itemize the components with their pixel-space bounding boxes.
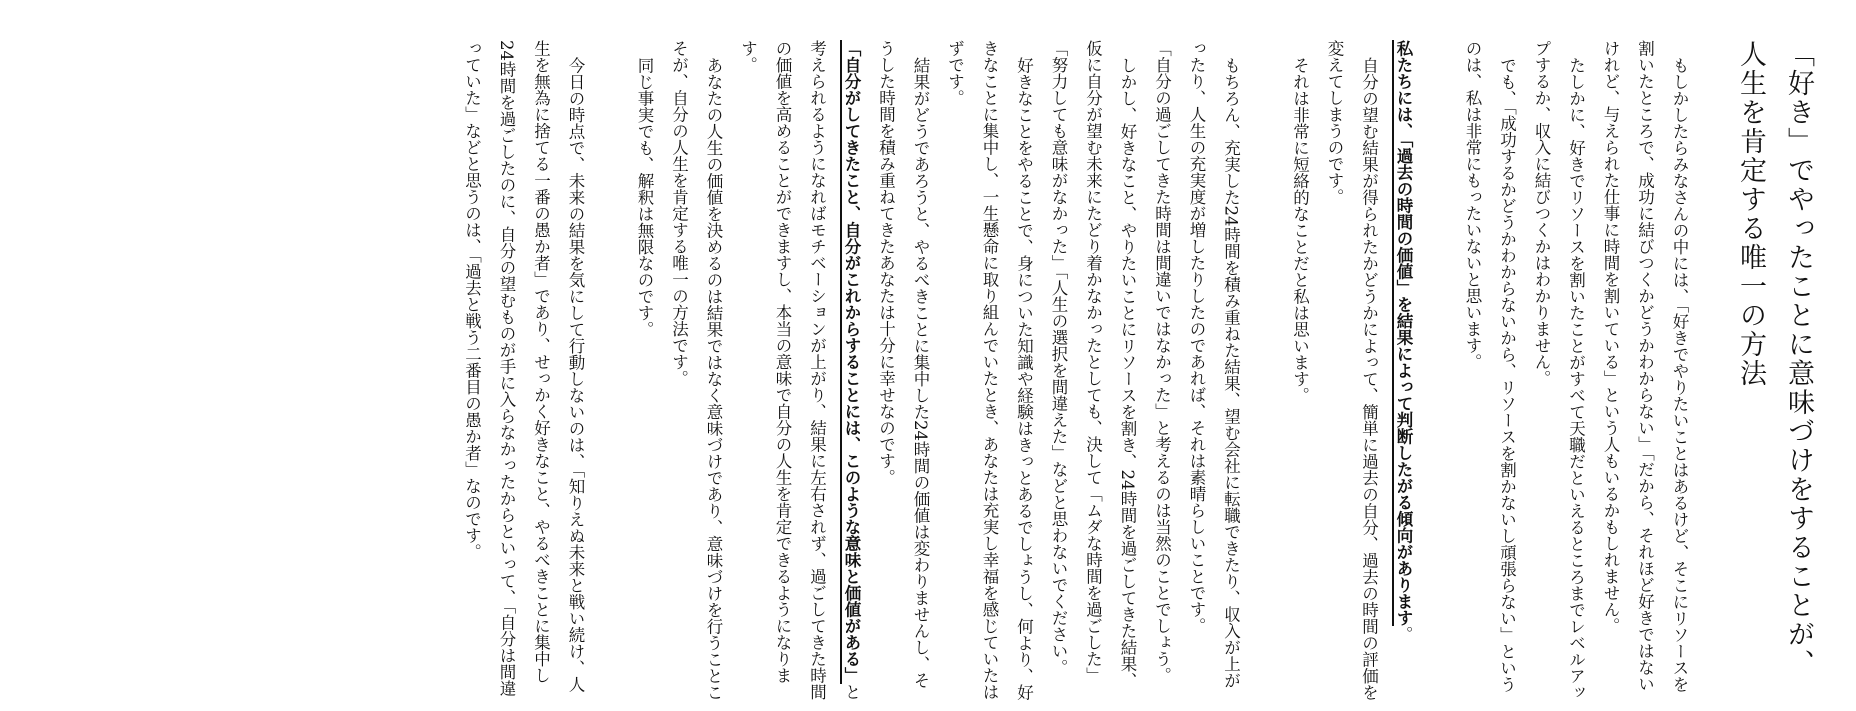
paragraph-p2	[1524, 40, 1593, 700]
paragraph-p12	[730, 40, 868, 700]
paragraph-text: それは非常に短絡的なことだと私は思います。	[1290, 56, 1310, 403]
paragraph-text: でも、「成功するかどうかわからないから、リソースを割かないし頑張らない」というのは、私は非常にもったいないと思います。	[1463, 40, 1517, 692]
paragraph-p14	[627, 40, 662, 700]
paragraph-p10	[937, 40, 1041, 700]
paragraph-p13	[661, 40, 730, 700]
highlighted-phrase: 私たちには、「過去の時間の価値」を結果によって判断したがる傾向があります	[1394, 40, 1413, 626]
paragraph-text: しかし、好きなこと、やりたいことにリソースを割き、24時間を過ごしてきた結果、仮に自分が望む未来にたどり着かなかったとしても、決して「ムダな時間を過ごした」「努力しても意味がなかった」「人生の選択を間違えた」などと思わないでください。	[1049, 40, 1137, 688]
paragraph-text: 同じ事実でも、解釈は無限なのです。	[635, 56, 654, 337]
paragraph-p3	[1455, 40, 1524, 700]
paragraph-text: 。	[1394, 625, 1413, 643]
paragraph-p1	[1593, 40, 1697, 700]
paragraph-text: 好きなことをやることで、身についた知識や経験はきっとあるでしょうし、何より、好きなことに集中し、一生懸命に取り組んでいたとき、あなたは充実し幸福を感じていたはずです。	[945, 40, 1034, 700]
paragraph-p5	[1317, 40, 1386, 700]
paragraph-text: と考えられるようになればモチベーションが上がり、結果に左右されず、過ごしてきた時間の価値を高めることができますし、本当の意味で自分の人生を肯定できるようになります。	[738, 40, 861, 700]
paragraph-text: 「自分の過ごしてきた時間は間違いではなかった」と考えるのは当然のことでしょう。	[1152, 40, 1172, 684]
paragraph-p6	[1282, 40, 1317, 700]
paragraph-spacer	[592, 40, 627, 700]
paragraph-text: あなたの人生の価値を決めるのは結果ではなく意味づけであり、意味づけを行うことこそが、自分の人生を肯定する唯一の方法です。	[669, 40, 723, 700]
paragraph-p8	[1144, 40, 1179, 700]
paragraph-text: もしかしたらみなさんの中には、「好きでやりたいことはあるけど、そこにリソースを割いたところで、成功に結びつくかどうかわからない」「だから、それほど好きではないけれど、与えられた仕事に時間を割いている」という人もいるかもしれません。	[1601, 40, 1689, 692]
paragraph-spacer	[1420, 40, 1455, 700]
paragraph-p9	[1041, 40, 1145, 700]
paragraph-p11	[868, 40, 937, 700]
paragraph-p7	[1179, 40, 1248, 700]
paragraph-text: 結果がどうであろうと、やるべきことに集中した24時間の価値は変わりませんし、そうした時間を積み重ねてきたあなたは十分に幸せなのです。	[876, 40, 930, 688]
paragraph-p4	[1386, 40, 1421, 700]
paragraph-text: たしかに、好きでリソースを割いたことがすべて天職だといえるところまでレベルアップするか、収入に結びつくかはわかりません。	[1532, 40, 1586, 700]
highlighted-phrase: 「自分がしてきたこと、自分がこれからすることには、このような意味と価値がある」	[842, 40, 861, 684]
body-text	[454, 40, 1696, 700]
paragraph-text: 今日の時点で、未来の結果を気にして行動しないのは、「知りえぬ未来と戦い続け、人生を無為に捨てる一番の愚か者」であり、せっかく好きなこと、やるべきことに集中し24時間を過ごしたのに、自分の望むものが手に入らなかったからといって、「自分は間違っていた」などと思うのは、「過去と戦う二番目の愚か者」なのです。	[462, 40, 585, 697]
paragraph-text: もちろん、充実した24時間を積み重ねた結果、望む会社に転職できたり、収入が上がったり、人生の充実度が増したりしたのであれば、それは素晴らしいことです。	[1187, 40, 1241, 688]
paragraph-p15	[454, 40, 592, 700]
paragraph-text: 自分の望む結果が得られたかどうかによって、簡単に過去の自分、過去の時間の評価を変えてしまうのです。	[1325, 40, 1379, 700]
paragraph-spacer	[1248, 40, 1283, 700]
page-heading	[1726, 40, 1822, 700]
heading-line-1: 「好き」でやったことに意味づけをすることが、	[1783, 40, 1814, 678]
heading-line-2: 人生を肯定する唯一の方法	[1735, 40, 1766, 388]
